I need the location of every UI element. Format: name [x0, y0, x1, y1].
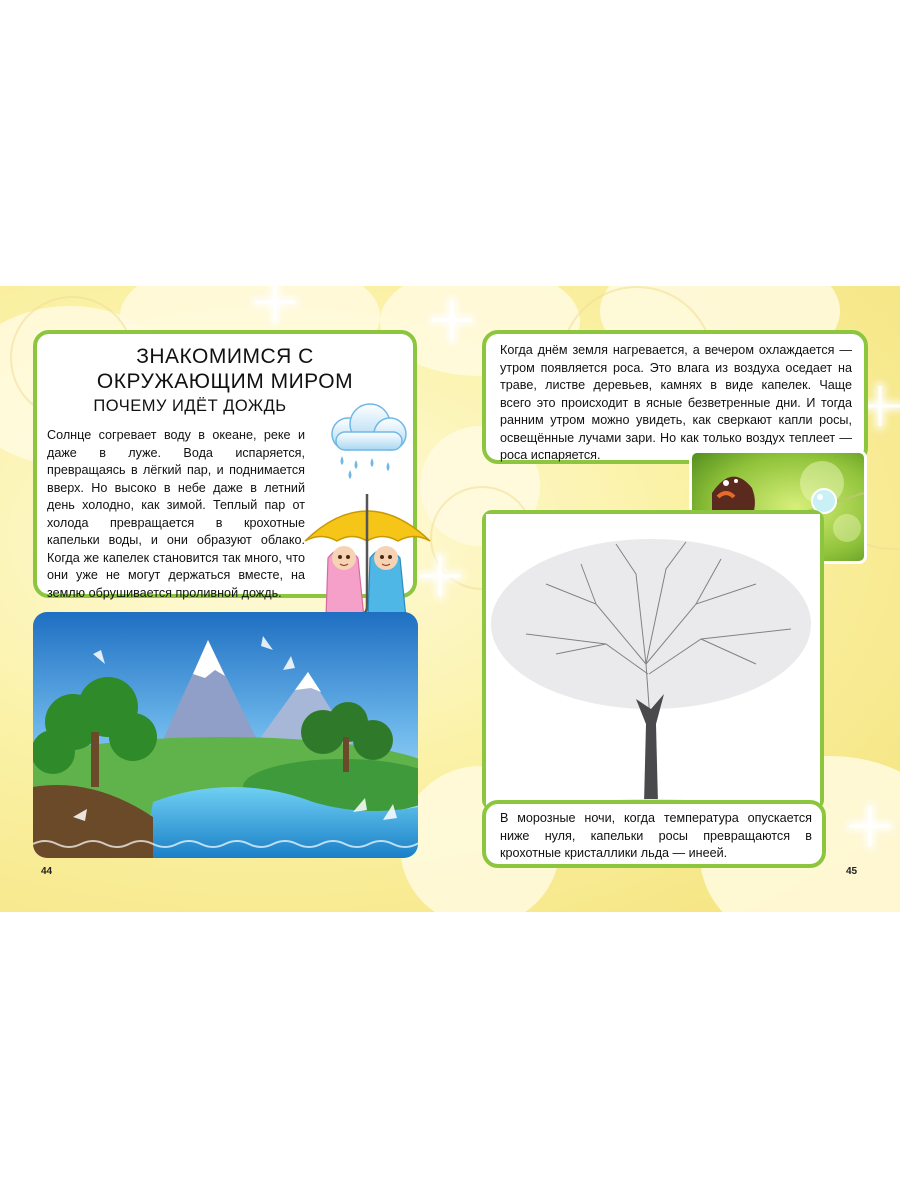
sparkle-icon	[432, 300, 472, 340]
frost-body-text: В морозные ночи, когда температура опускается ниже нуля, капельки росы превращаются в крохотные кристаллики льда — инеей.	[500, 811, 812, 860]
rain-cloud-icon	[318, 400, 418, 480]
book-spread	[0, 286, 900, 912]
frosted-tree-photo	[482, 510, 824, 810]
sparkle-icon	[850, 806, 890, 846]
dew-text-panel	[482, 330, 868, 464]
page-title: ЗНАКОМИМСЯ С ОКРУЖАЮЩИМ МИРОМ	[96, 345, 354, 393]
water-cycle-illustration	[33, 612, 418, 858]
frost-text-panel	[482, 800, 826, 868]
page-number-right: 45	[846, 866, 858, 877]
rain-body-text: Солнце согревает воду в океане, реке и даже в луже. Вода испаряется, превращаясь в лёгкий пар, и поднимается вверх. Но высоко в небе даже в летний день холодно, как зимой. Теплый пар от холода превращается в крохотные капельки воды, и они образуют облако. Когда же капелек становится так много, что они уже не могут держаться вместе, на землю обрушивается проливной дождь.	[47, 428, 305, 600]
dew-body-text: Когда днём земля нагревается, а вечером охлаждается — утром появляется роса. Это влага из воздуха оседает на траве, листве деревьев, камнях в виде капелек. Чаще всего это происходит в ясные безветренные дни. И тогда ранним утром можно увидеть, как сверкают капли росы, освещённые лучами зари. Но как только воздух теплеет — роса испаряется.	[500, 343, 852, 462]
page-number-left: 44	[41, 866, 53, 877]
section-heading: ПОЧЕМУ ИДЁТ ДОЖДЬ	[93, 397, 287, 415]
sparkle-icon	[255, 286, 295, 322]
